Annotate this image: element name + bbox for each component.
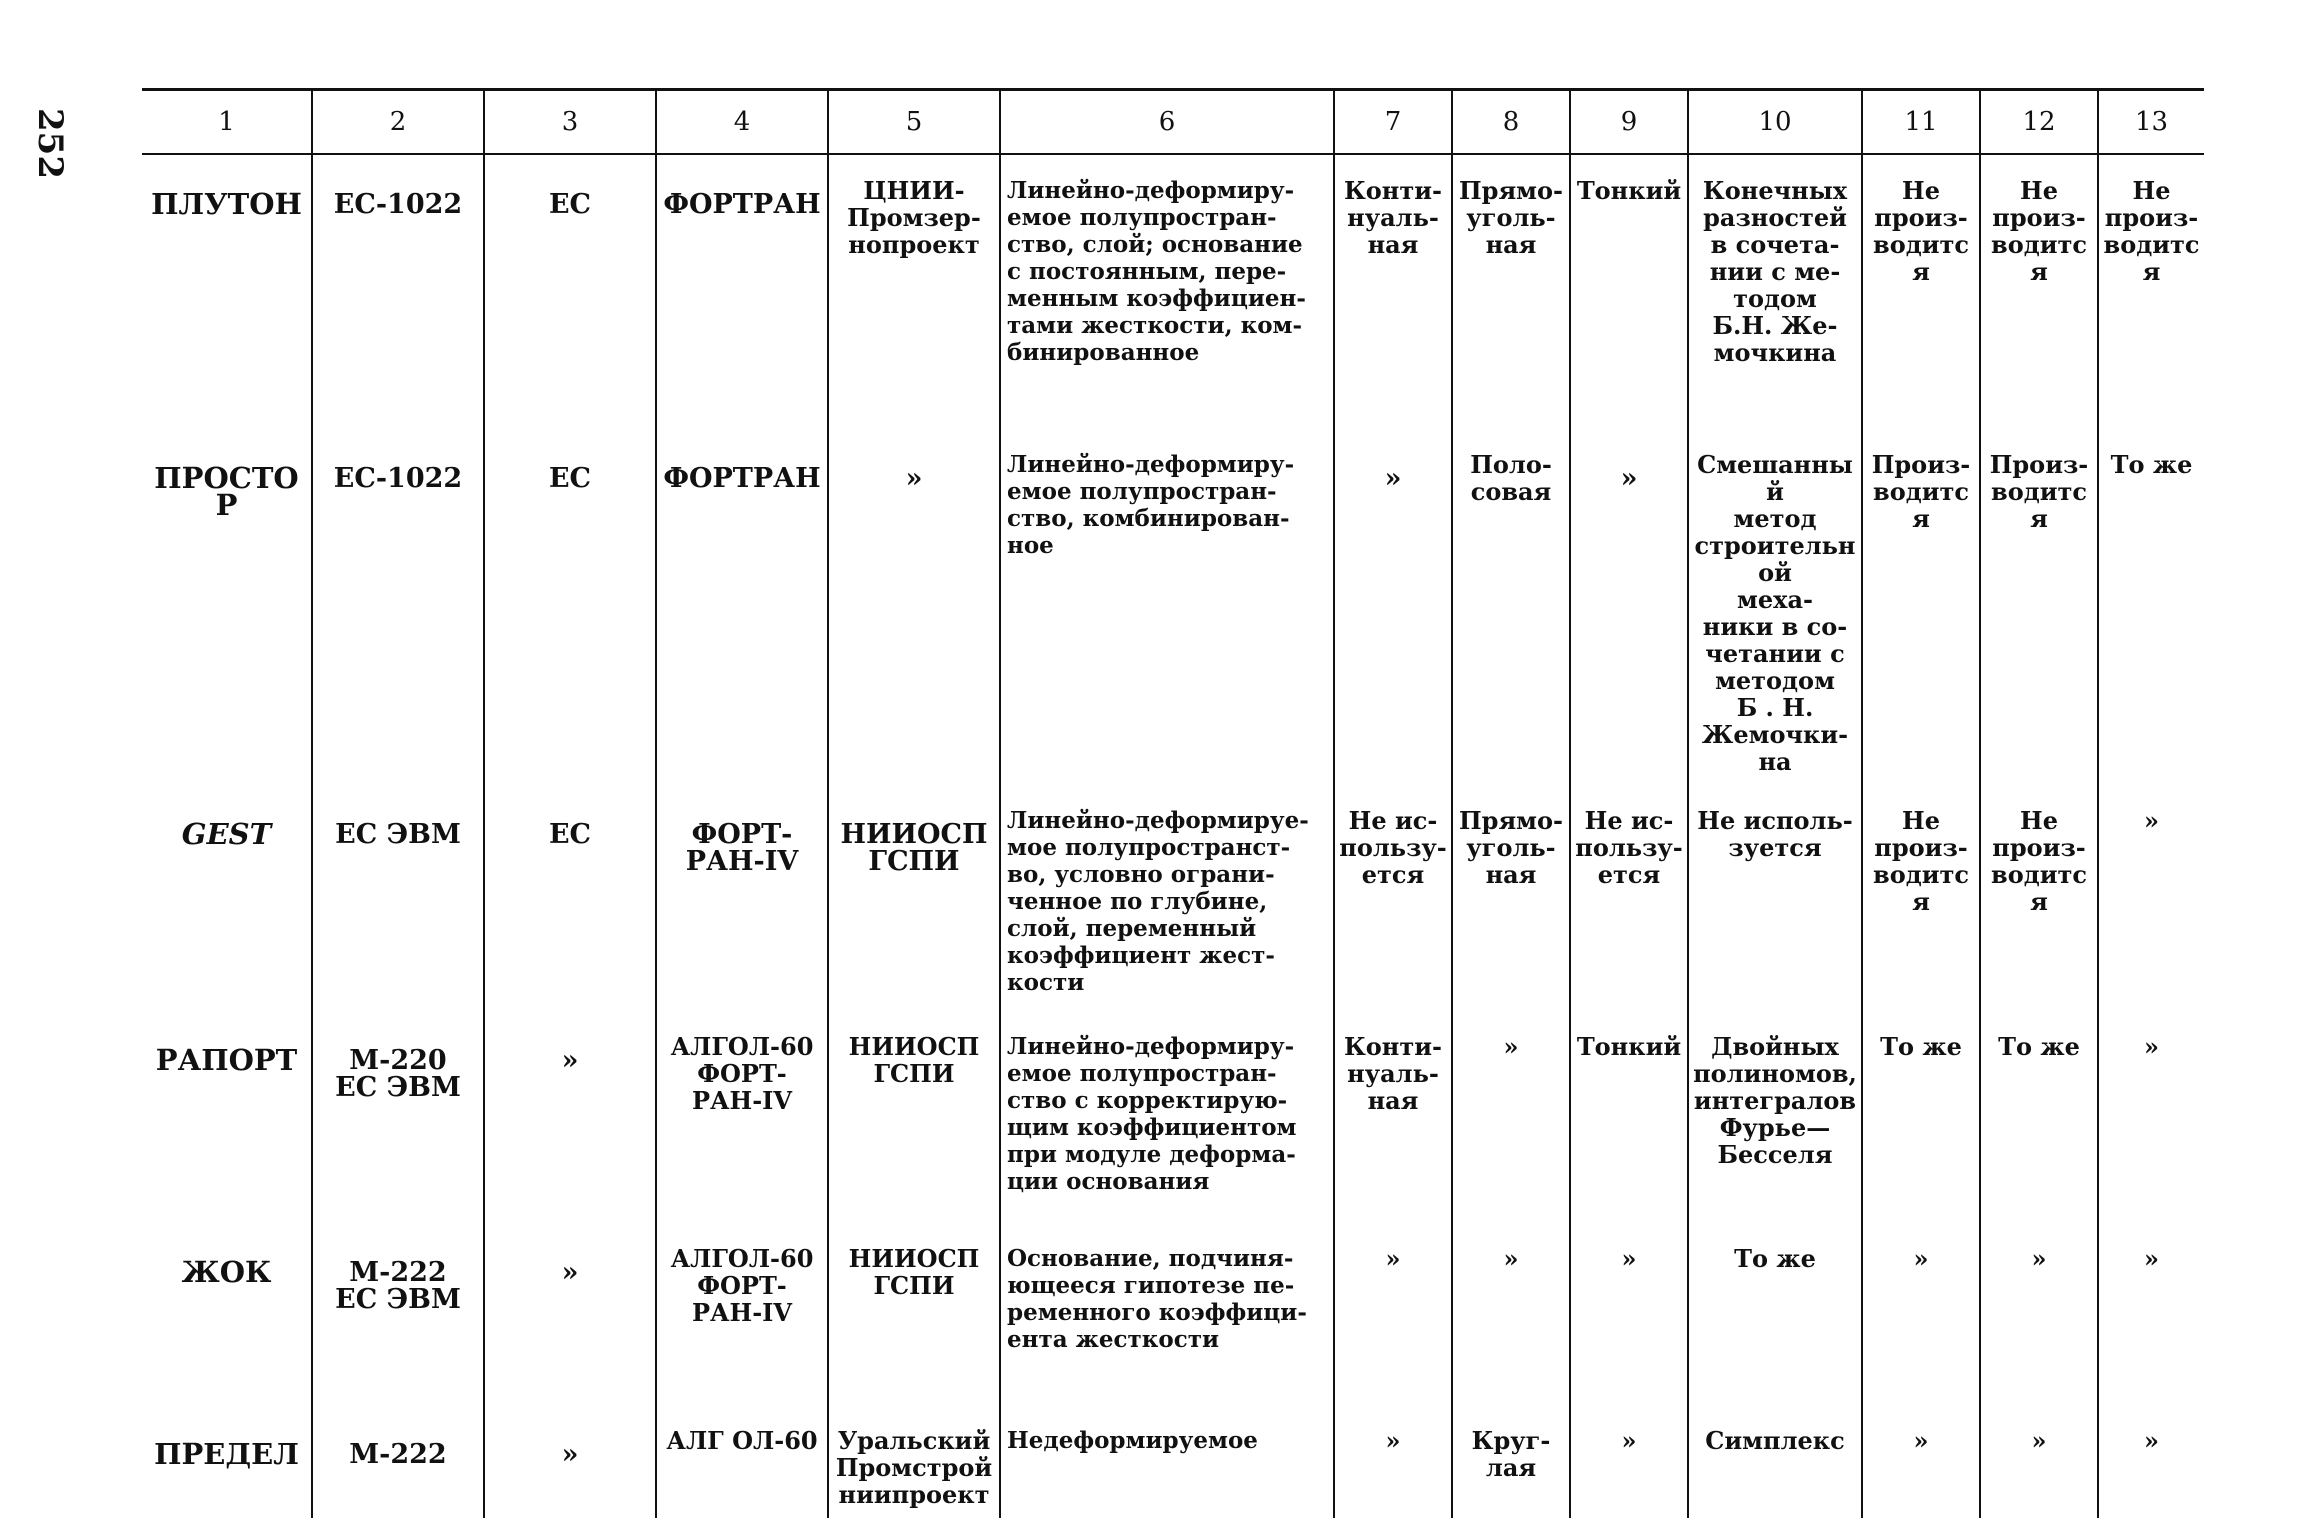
developer-cell: НИИОСП ГСПИ: [828, 785, 1000, 1011]
developer-cell: НИИОСП ГСПИ: [828, 1011, 1000, 1223]
col13-cell: »: [2144, 1244, 2159, 1273]
base-model-cell: Линейно-деформируе- мое полупространст- во, условно ограни- ченное по глубине, слой, переменный коэффициент жест- кости: [1000, 785, 1334, 1011]
program-name: РАПОРТ: [142, 1011, 312, 1223]
col12-cell: Не произ- водится: [1980, 785, 2098, 1011]
table-row: [142, 1405, 2204, 1518]
col8-cell: Прямо- уголь- ная: [1452, 785, 1570, 1011]
computer-cell: М-222 ЕС ЭВМ: [312, 1223, 484, 1405]
col11-cell: Произ- водится: [1862, 429, 1980, 785]
program-name: ЖОК: [142, 1223, 312, 1405]
col11-cell: Не произ- водится: [1862, 154, 1980, 429]
language-cell: ФОРТ- РАН-IV: [656, 785, 828, 1011]
header-col-4: 4: [656, 90, 828, 155]
col9-cell: »: [1570, 1223, 1688, 1405]
base-model-cell: Линейно-деформиру- емое полупростран- ство с корректирую- щим коэффициентом при модуле деформа- ции основания: [1000, 1011, 1334, 1223]
language-cell: АЛГОЛ-60 ФОРТ- РАН-IV: [656, 1223, 828, 1405]
language-cell: ФОРТРАН: [656, 429, 828, 785]
col9-cell: Тонкий: [1570, 1011, 1688, 1223]
col13-cell: »: [2144, 1426, 2159, 1455]
base-model-cell: Линейно-деформиру- емое полупростран- ство, комбинирован- ное: [1000, 429, 1334, 785]
computer-cell: М-220 ЕС ЭВМ: [312, 1011, 484, 1223]
col12-cell: Произ- водится: [1980, 429, 2098, 785]
col12-cell: Не произ- водится: [1980, 154, 2098, 429]
computer-cell: ЕС-1022: [312, 154, 484, 429]
col11-cell: То же: [1862, 1011, 1980, 1223]
developer-cell: »: [828, 429, 1000, 785]
table-row: [142, 1223, 2204, 1405]
col12-cell: »: [1980, 1405, 2098, 1518]
table: [142, 88, 2204, 1518]
header-row: [142, 90, 2204, 155]
table-row: [142, 429, 2204, 785]
series-cell: »: [484, 1011, 656, 1223]
col13-cell: »: [2144, 806, 2159, 835]
col7-cell: »: [1334, 429, 1452, 785]
col7-cell: »: [1334, 1405, 1452, 1518]
language-cell: АЛГОЛ-60 ФОРТ- РАН-IV: [656, 1011, 828, 1223]
col8-cell: Поло- совая: [1452, 429, 1570, 785]
base-model-cell: Линейно-деформиру- емое полупростран- ство, слой; основание с постоянным, пере- менным коэффициен- тами жесткости, ком- бинированное: [1000, 154, 1334, 429]
base-model-cell: Основание, подчиня- ющееся гипотезе пе- ременного коэффици- ента жесткости: [1000, 1223, 1334, 1405]
header-col-11: 11: [1862, 90, 1980, 155]
series-cell: »: [484, 1405, 656, 1518]
method-cell: Не исполь- зуется: [1688, 785, 1862, 1011]
method-cell: То же: [1688, 1223, 1862, 1405]
computer-cell: М-222: [312, 1405, 484, 1518]
program-name: GEST: [142, 785, 312, 1011]
series-cell: »: [484, 1223, 656, 1405]
method-cell: Симплекс: [1688, 1405, 1862, 1518]
col11-cell: Не произ- водится: [1862, 785, 1980, 1011]
col11-cell: »: [1862, 1223, 1980, 1405]
program-name: ПЛУТОН: [142, 154, 312, 429]
language-cell: ФОРТРАН: [656, 154, 828, 429]
header-col-3: 3: [484, 90, 656, 155]
col13-cell: Не произ- водится: [2103, 176, 2200, 286]
col8-cell: Круг- лая: [1452, 1405, 1570, 1518]
header-col-10: 10: [1688, 90, 1862, 155]
header-col-7: 7: [1334, 90, 1452, 155]
developer-cell: Уральский Промстрой ниипроект: [828, 1405, 1000, 1518]
col12-cell: »: [1980, 1223, 2098, 1405]
computer-cell: ЕС-1022: [312, 429, 484, 785]
col8-cell: Прямо- уголь- ная: [1452, 154, 1570, 429]
col8-cell: »: [1452, 1011, 1570, 1223]
col8-cell: »: [1452, 1223, 1570, 1405]
developer-cell: ЦНИИ- Промзер- нопроект: [828, 154, 1000, 429]
method-cell: Конечных разностей в сочета- нии с ме- тодом Б.Н. Же- мочкина: [1688, 154, 1862, 429]
col9-cell: »: [1570, 429, 1688, 785]
col9-cell: Тонкий: [1570, 154, 1688, 429]
program-name: ПРОСТОР: [142, 429, 312, 785]
col9-cell: Не ис- пользу- ется: [1570, 785, 1688, 1011]
table-row: [142, 154, 2204, 429]
program-name: ПРЕДЕЛ: [142, 1405, 312, 1518]
method-cell: Смешанный метод строительной меха- ники в со- четании с методом Б . Н. Жемочки- на: [1688, 429, 1862, 785]
header-col-1: 1: [142, 90, 312, 155]
col13-cell: »: [2144, 1032, 2159, 1061]
header-col-8: 8: [1452, 90, 1570, 155]
series-cell: ЕС: [484, 429, 656, 785]
series-cell: ЕС: [484, 785, 656, 1011]
col7-cell: »: [1334, 1223, 1452, 1405]
page-number: 252: [30, 108, 70, 179]
base-model-cell: Недеформируемое: [1000, 1405, 1334, 1518]
computer-cell: ЕС ЭВМ: [312, 785, 484, 1011]
language-cell: АЛГ ОЛ-60: [656, 1405, 828, 1518]
col13-cell: То же: [2110, 450, 2193, 479]
method-cell: Двойных полиномов, интегралов Фурье— Бесселя: [1688, 1011, 1862, 1223]
col7-cell: Конти- нуаль- ная: [1334, 154, 1452, 429]
col11-cell: »: [1862, 1405, 1980, 1518]
col9-cell: »: [1570, 1405, 1688, 1518]
header-col-6: 6: [1000, 90, 1334, 155]
header-col-9: 9: [1570, 90, 1688, 155]
table-row: [142, 1011, 2204, 1223]
developer-cell: НИИОСП ГСПИ: [828, 1223, 1000, 1405]
programs-table: [142, 88, 2204, 1518]
col7-cell: Не ис- пользу- ется: [1334, 785, 1452, 1011]
header-col-5: 5: [828, 90, 1000, 155]
col12-cell: То же: [1980, 1011, 2098, 1223]
col7-cell: Конти- нуаль- ная: [1334, 1011, 1452, 1223]
header-col-13: 13: [2098, 90, 2204, 155]
table-row: [142, 785, 2204, 1011]
header-col-12: 12: [1980, 90, 2098, 155]
series-cell: ЕС: [484, 154, 656, 429]
header-col-2: 2: [312, 90, 484, 155]
